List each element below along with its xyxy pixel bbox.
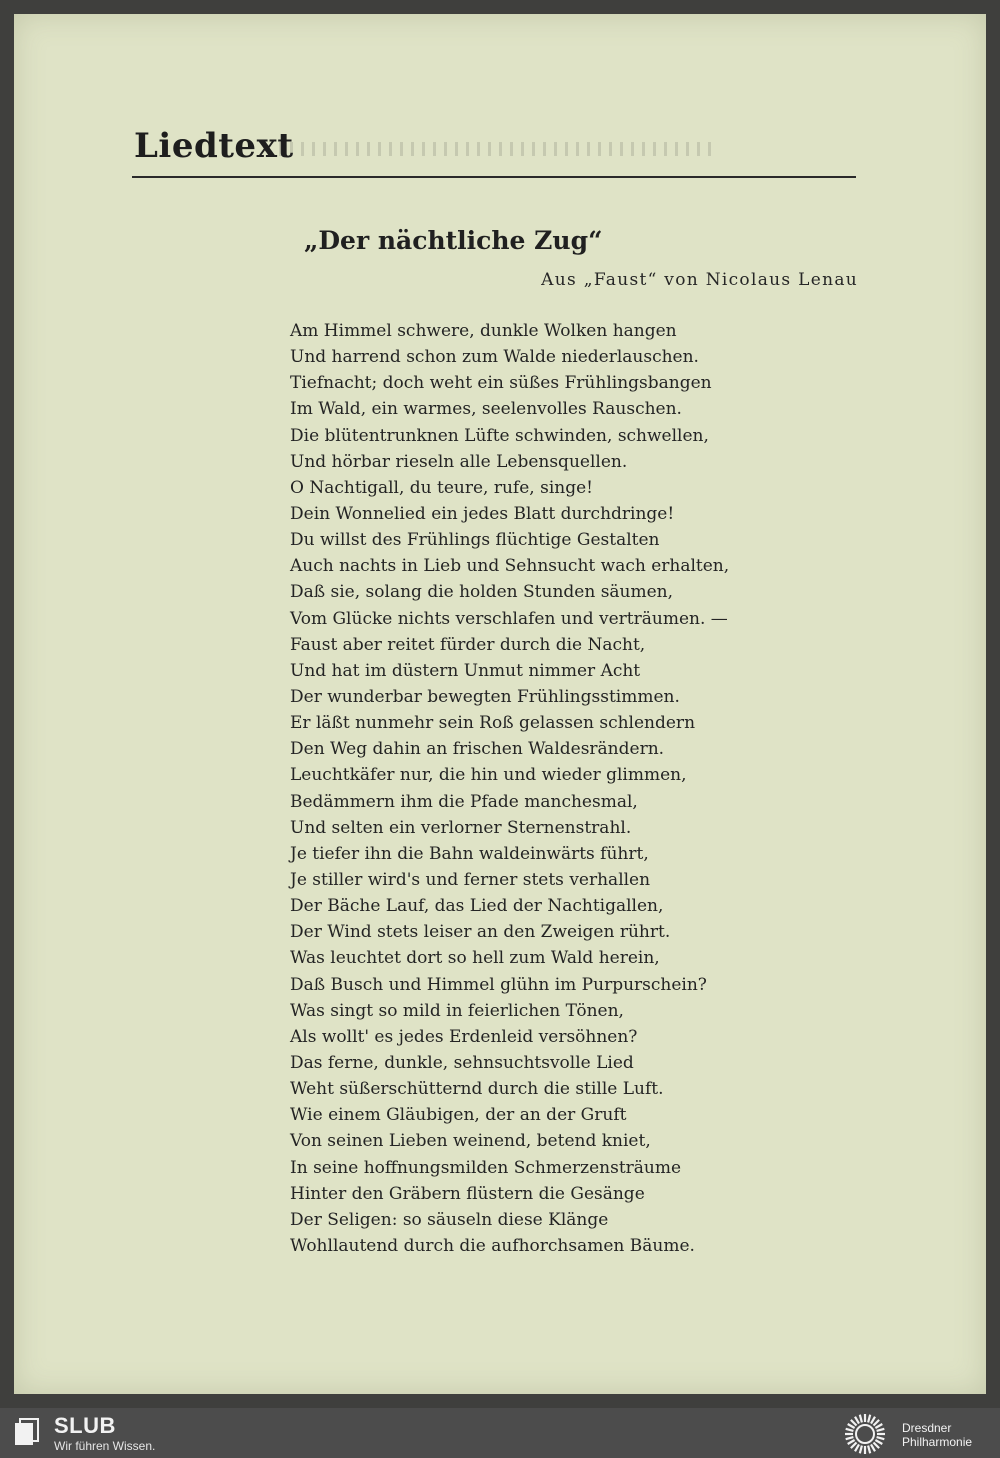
slub-logo-icon[interactable] bbox=[12, 1417, 42, 1447]
library-tagline: Wir führen Wissen. bbox=[54, 1439, 156, 1453]
poem-line: Er läßt nunmehr sein Roß gelassen schlendern bbox=[290, 713, 696, 734]
section-header: Liedtext bbox=[134, 126, 294, 166]
poem-line: Wie einem Gläubigen, der an der Gruft bbox=[290, 1105, 627, 1126]
song-source: Aus „Faust“ von Nicolaus Lenau bbox=[541, 270, 858, 290]
poem-line: Daß Busch und Himmel glühn im Purpurschein? bbox=[290, 974, 707, 995]
poem-line: Je stiller wird's und ferner stets verhallen bbox=[290, 869, 651, 890]
poem-line: Der Wind stets leiser an den Zweigen rührt. bbox=[290, 922, 671, 943]
poem-line: Bedämmern ihm die Pfade manchesmal, bbox=[290, 791, 638, 812]
poem-line: O Nachtigall, du teure, rufe, singe! bbox=[290, 477, 593, 498]
faded-print-smudge bbox=[279, 142, 719, 156]
poem-line: Als wollt' es jedes Erdenleid versöhnen? bbox=[290, 1026, 638, 1047]
header-divider bbox=[132, 176, 856, 178]
poem-line: Den Weg dahin an frischen Waldesrändern. bbox=[290, 739, 665, 760]
song-title: „Der nächtliche Zug“ bbox=[304, 226, 603, 255]
poem-line: Je tiefer ihn die Bahn waldeinwärts führt, bbox=[290, 843, 649, 864]
poem-text bbox=[290, 318, 729, 1259]
partner-name-line1: Dresdner bbox=[902, 1421, 952, 1435]
poem-line: Faust aber reitet fürder durch die Nacht, bbox=[290, 634, 646, 655]
poem-line: Am Himmel schwere, dunkle Wolken hangen bbox=[290, 321, 677, 341]
partner-name-line2: Philharmonie bbox=[902, 1435, 973, 1449]
footer-bar bbox=[0, 1408, 1000, 1458]
poem-line: Die blütentrunknen Lüfte schwinden, schwellen, bbox=[290, 425, 709, 446]
philharmonie-logo-icon[interactable] bbox=[843, 1412, 887, 1456]
poem-line: Der wunderbar bewegten Frühlingsstimmen. bbox=[290, 686, 680, 707]
poem-line: Leuchtkäfer nur, die hin und wieder glimmen, bbox=[290, 765, 687, 786]
poem-line: Hinter den Gräbern flüstern die Gesänge bbox=[290, 1183, 645, 1204]
poem-line: Der Bäche Lauf, das Lied der Nachtigallen, bbox=[290, 896, 664, 917]
poem-line: Weht süßerschütternd durch die stille Luft. bbox=[290, 1079, 664, 1100]
poem-line: Und hat im düstern Unmut nimmer Acht bbox=[290, 660, 641, 681]
poem-line: Du willst des Frühlings flüchtige Gestalten bbox=[290, 530, 660, 551]
document-page bbox=[14, 14, 986, 1394]
poem-line: Wohllautend durch die aufhorchsamen Bäume. bbox=[290, 1235, 695, 1256]
poem-line: Dein Wonnelied ein jedes Blatt durchdringe! bbox=[290, 503, 675, 524]
poem-line: In seine hoffnungsmilden Schmerzensträume bbox=[290, 1157, 682, 1178]
poem-line: Und hörbar rieseln alle Lebensquellen. bbox=[290, 451, 628, 472]
library-name[interactable]: SLUB bbox=[54, 1413, 116, 1438]
poem-line: Der Seligen: so säuseln diese Klänge bbox=[290, 1209, 609, 1230]
poem-line: Im Wald, ein warmes, seelenvolles Rauschen. bbox=[290, 399, 682, 420]
poem-line: Was singt so mild in feierlichen Tönen, bbox=[290, 1000, 624, 1021]
poem-line: Tiefnacht; doch weht ein süßes Frühlingsbangen bbox=[290, 373, 712, 394]
poem-line: Das ferne, dunkle, sehnsuchtsvolle Lied bbox=[290, 1052, 634, 1073]
poem-line: Und selten ein verlorner Sternenstrahl. bbox=[290, 817, 632, 838]
poem-line: Von seinen Lieben weinend, betend kniet, bbox=[290, 1131, 651, 1152]
poem-line: Und harrend schon zum Walde niederlauschen. bbox=[290, 347, 699, 368]
poem-line: Auch nachts in Lieb und Sehnsucht wach erhalten, bbox=[290, 556, 730, 577]
poem-line: Was leuchtet dort so hell zum Wald herein, bbox=[290, 948, 660, 969]
poem-line: Daß sie, solang die holden Stunden säumen, bbox=[290, 582, 674, 603]
poem-line: Vom Glücke nichts verschlafen und verträumen. — bbox=[290, 608, 728, 629]
